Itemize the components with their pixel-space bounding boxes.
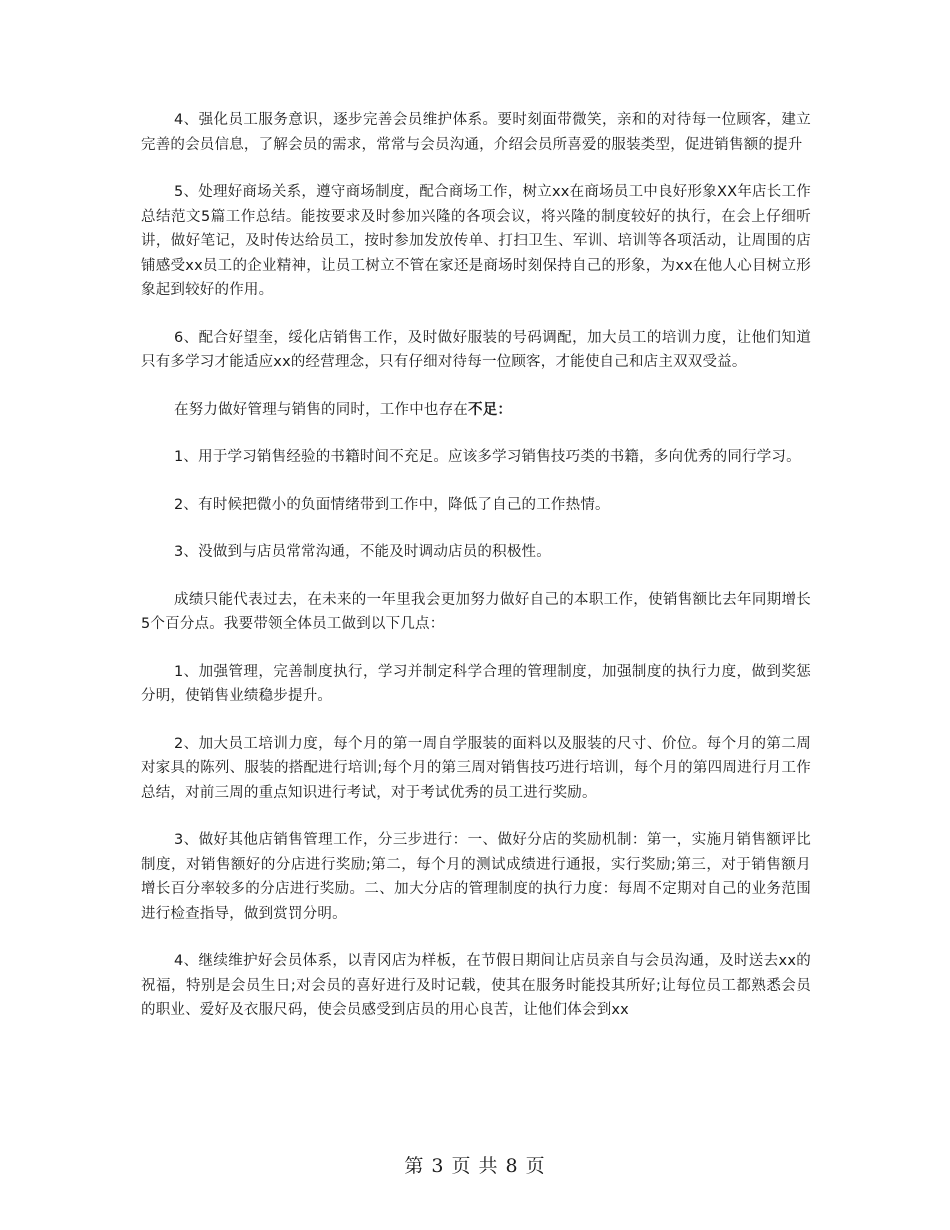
paragraph-item-4: 4、强化员工服务意识，逐步完善会员维护体系。要时刻面带微笑，亲和的对待每一位顾客，建立完善的会员信息，了解会员的需求，常常与会员沟通，介绍会员所喜爱的服装类型，促进销售额的提升: [141, 112, 811, 153]
paragraph-item-5: 5、处理好商场关系，遵守商场制度，配合商场工作，树立xx在商场员工中良好形象XX年店长工作总结范文5篇工作总结。能按要求及时参加兴隆的各项会议，将兴隆的制度较好的执行，在会上仔细听讲，做好笔记，及时传达给员工，按时参加发放传单、打扫卫生、军训、培训等各项活动，让周围的店铺感受xx员工的企业精神，让员工树立不管在家还是商场时刻保持自己的形象，为xx在他人心目树立形象起到较好的作用。: [141, 184, 811, 298]
shortage-intro-text: 在努力做好管理与销售的同时，工作中也存在: [174, 401, 468, 418]
shortage-intro-bold: 不足：: [468, 401, 513, 418]
shortage-item-2: 2、有时候把微小的负面情绪带到工作中，降低了自己的工作热情。: [174, 496, 610, 513]
plan-item-4: 4、继续维护好会员体系，以青冈店为样板，在节假日期间让店员亲自与会员沟通，及时送去xx的祝福，特别是会员生日;对会员的喜好进行及时记载，使其在服务时能投其所好;让每位员工都熟悉会员的职业、爱好及衣服尺码，使会员感受到店员的用心良苦，让他们体会到xx: [141, 953, 811, 1018]
plan-item-3: 3、做好其他店销售管理工作，分三步进行：一、做好分店的奖励机制：第一，实施月销售额评比制度，对销售额好的分店进行奖励;第二，每个月的测试成绩进行通报，实行奖励;第三，对于销售额月增长百分率较多的分店进行奖励。二、加大分店的管理制度的执行力度：每周不定期对自己的业务范围进行检查指导，做到赏罚分明。: [141, 832, 811, 922]
document-body: [141, 108, 811, 1046]
plan-item-1: 1、加强管理，完善制度执行，学习并制定科学合理的管理制度，加强制度的执行力度，做到奖惩分明，使销售业绩稳步提升。: [141, 663, 811, 704]
plan-intro: 成绩只能代表过去，在未来的一年里我会更加努力做好自己的本职工作，使销售额比去年同期增长5个百分点。我要带领全体员工做到以下几点：: [141, 591, 811, 632]
shortage-item-3: 3、没做到与店员常常沟通，不能及时调动店员的积极性。: [174, 544, 551, 560]
shortage-intro: [141, 398, 811, 423]
paragraph-item-6: 6、配合好望奎，绥化店销售工作，及时做好服装的号码调配，加大员工的培训力度，让他们知道只有多学习才能适应xx的经营理念，只有仔细对待每一位顾客，才能使自己和店主双双受益。: [141, 329, 811, 370]
page-number-footer: 第 3 页 共 8 页: [404, 1155, 546, 1177]
plan-item-2: 2、加大员工培训力度，每个月的第一周自学服装的面料以及服装的尺寸、价位。每个月的第二周对家具的陈列、服装的搭配进行培训;每个月的第三周对销售技巧进行培训，每个月的第四周进行月工作总结，对前三周的重点知识进行考试，对于考试优秀的员工进行奖励。: [141, 735, 811, 801]
shortage-item-1: 1、用于学习销售经验的书籍时间不充足。应该多学习销售技巧类的书籍，多向优秀的同行学习。: [174, 449, 801, 465]
